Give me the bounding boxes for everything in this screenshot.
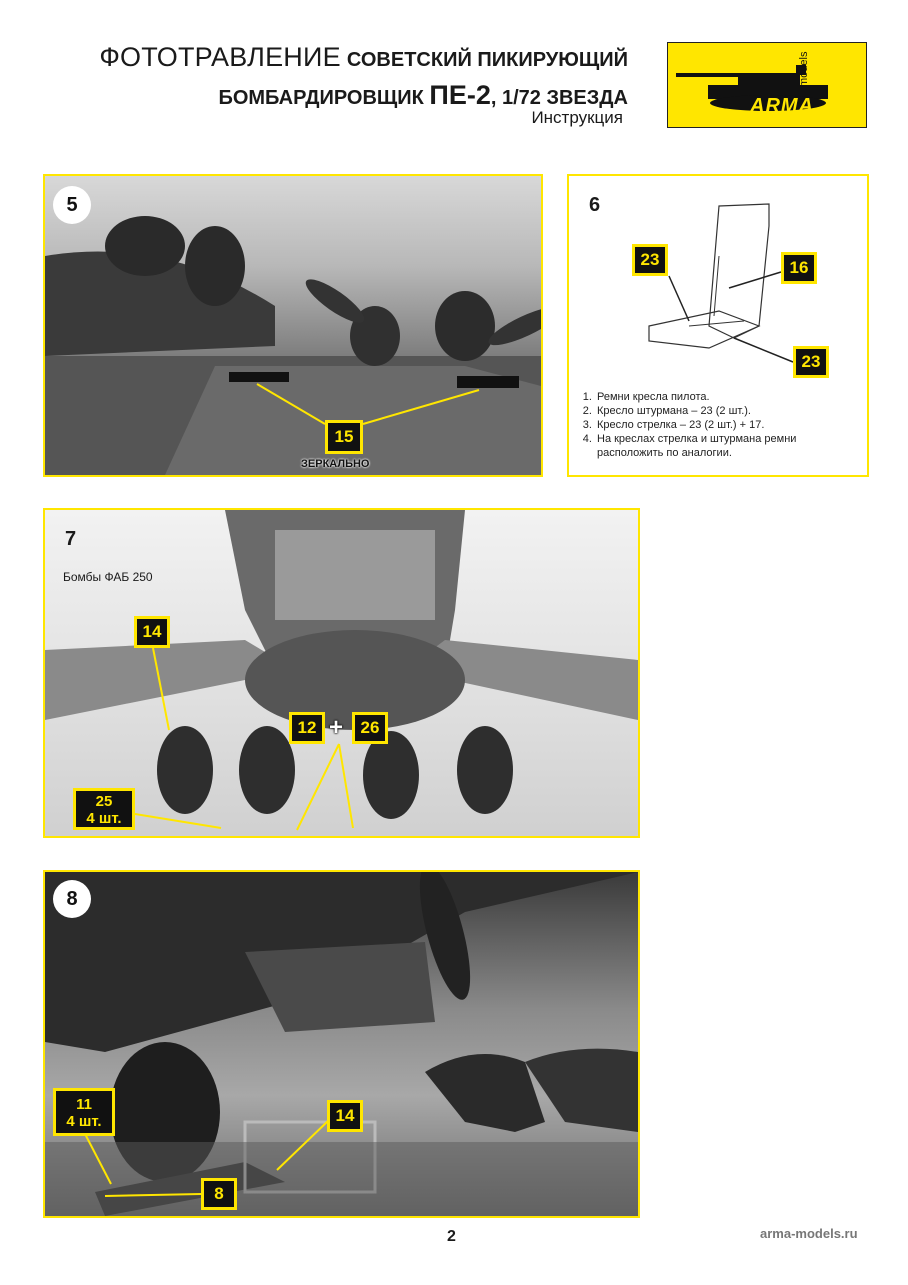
step-6-notes — [575, 390, 845, 460]
arma-logo — [667, 42, 867, 128]
note-3: 3. Кресло стрелка – 23 (2 шт.) + 17. — [595, 418, 845, 432]
title-part-1: ФОТОТРАВЛЕНИЕ — [99, 42, 341, 72]
part-11-tag — [53, 1088, 115, 1136]
part-11-qty: 4 шт. — [66, 1113, 102, 1130]
panel-step-5 — [43, 174, 543, 477]
page-subtitle: Инструкция — [531, 108, 623, 127]
part-14-tag: 14 — [327, 1100, 363, 1132]
panel-step-7 — [43, 508, 640, 838]
part-26-tag: 26 — [352, 712, 388, 744]
part-14-tag: 14 — [134, 616, 170, 648]
part-23-tag-a: 23 — [632, 244, 668, 276]
step-8-photo — [45, 872, 638, 1216]
panel-step-8 — [43, 870, 640, 1218]
part-11-number: 11 — [76, 1096, 92, 1113]
note-4: 4. На креслах стрелка и штурмана ремни расположить по аналогии. — [595, 432, 845, 460]
step-5-photo — [45, 176, 541, 475]
part-16-tag: 16 — [781, 252, 817, 284]
note-2: 2. Кресло штурмана – 23 (2 шт.). — [595, 404, 845, 418]
note-1: 1. Ремни кресла пилота. — [595, 390, 845, 404]
mirror-caption: ЗЕРКАЛЬНО — [301, 458, 370, 470]
title-line2-part-1: БОМБАРДИРОВЩИК — [218, 87, 424, 109]
title-line2-part-3: , 1/72 ЗВЕЗДА — [490, 87, 628, 109]
step-5-number: 5 — [53, 186, 91, 224]
plus-sign: + — [329, 714, 344, 741]
part-8-tag: 8 — [201, 1178, 237, 1210]
logo-sub: models — [798, 51, 810, 87]
title-line-1 — [38, 42, 628, 75]
part-25-number: 25 — [95, 793, 113, 810]
step-7-number: 7 — [65, 528, 77, 550]
title-line2-part-2: ПЕ-2 — [429, 80, 491, 110]
bombs-label: Бомбы ФАБ 250 — [63, 570, 153, 584]
logo-brand: ARMA — [750, 95, 814, 117]
part-23-tag-b: 23 — [793, 346, 829, 378]
panel-step-6 — [567, 174, 869, 477]
part-25-tag — [73, 788, 135, 830]
site-url[interactable]: arma-models.ru — [760, 1226, 858, 1241]
page-number: 2 — [447, 1228, 456, 1245]
part-25-qty: 4 шт. — [86, 810, 122, 827]
step-8-number: 8 — [53, 880, 91, 918]
part-12-tag: 12 — [289, 712, 325, 744]
title-part-2: СОВЕТСКИЙ ПИКИРУЮЩИЙ — [346, 49, 628, 71]
step-6-number: 6 — [589, 194, 601, 216]
part-15-tag: 15 — [325, 420, 363, 454]
